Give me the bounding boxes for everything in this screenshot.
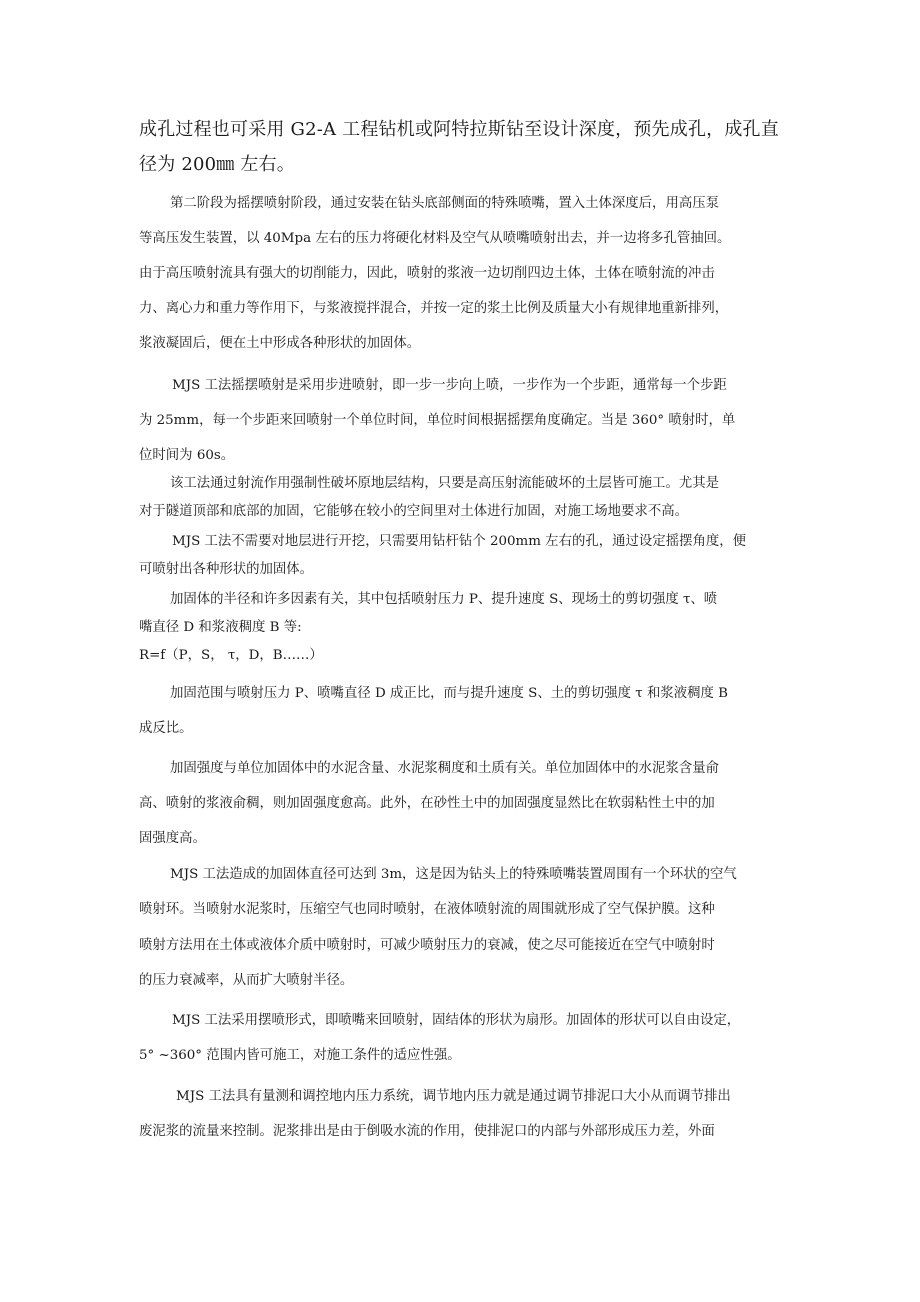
paragraph-line: 位时间为 60s。 bbox=[139, 448, 235, 463]
paragraph-line: 加固范围与喷射压力 P、喷嘴直径 D 成正比，而与提升速度 S、土的剪切强度 τ 和浆液稠度 B bbox=[170, 686, 729, 701]
paragraph-line: 为 25mm，每一个步距来回喷射一个单位时间，单位时间根据摇摆角度确定。当是 360° 喷射时，单 bbox=[139, 413, 736, 428]
paragraph-line: 径为 200㎜ 左右。 bbox=[139, 154, 295, 175]
paragraph-line: MJS 工法摇摆喷射是采用步进喷射，即一步一步向上喷，一步作为一个步距，通常每一个步距 bbox=[172, 378, 727, 393]
paragraph-line: 的压力衰减率，从而扩大喷射半径。 bbox=[139, 973, 354, 988]
paragraph-line: 第二阶段为摇摆喷射阶段，通过安装在钻头底部侧面的特殊喷嘴，置入土体深度后，用高压泵 bbox=[170, 196, 720, 211]
paragraph-line: MJS 工法不需要对地层进行开挖，只需要用钻杆钻个 200mm 左右的孔，通过设定摇摆角度，便 bbox=[172, 534, 747, 549]
paragraph-line: 固强度高。 bbox=[139, 831, 206, 846]
paragraph-line: 5° ~360° 范围内皆可施工，对施工条件的适应性强。 bbox=[139, 1048, 461, 1063]
paragraph-line: 嘴直径 D 和浆液稠度 B 等: bbox=[139, 620, 302, 635]
formula-line: R=f（P，S， τ，D，B……） bbox=[139, 648, 323, 663]
paragraph-line: 等高压发生装置，以 40Mpa 左右的压力将硬化材料及空气从喷嘴喷射出去，并一边将多孔管抽回。 bbox=[139, 231, 731, 246]
paragraph-line: MJS 工法采用摆喷形式，即喷嘴来回喷射，固结体的形状为扇形。加固体的形状可以自由设定， bbox=[172, 1013, 741, 1028]
paragraph-line: 加固体的半径和许多因素有关，其中包括喷射压力 P、提升速度 S、现场土的剪切强度 τ、喷 bbox=[170, 592, 718, 607]
paragraph-line: 浆液凝固后，便在土中形成各种形状的加固体。 bbox=[139, 336, 421, 351]
paragraph-line: 废泥浆的流量来控制。泥浆排出是由于倒吸水流的作用，使排泥口的内部与外部形成压力差，外面 bbox=[139, 1124, 715, 1139]
paragraph-line: 喷射环。当喷射水泥浆时，压缩空气也同时喷射，在液体喷射流的周围就形成了空气保护膜。这种 bbox=[139, 902, 715, 917]
paragraph-line: 成孔过程也可采用 G2-A 工程钻机或阿特拉斯钻至设计深度，预先成孔，成孔直 bbox=[139, 119, 779, 140]
paragraph-line: 高、喷射的浆液俞稠，则加固强度愈高。此外，在砂性土中的加固强度显然比在软弱粘性土中的加 bbox=[139, 796, 715, 811]
paragraph-line: 喷射方法用在土体或液体介质中喷射时，可减少喷射压力的衰减，使之尽可能接近在空气中喷射时 bbox=[139, 938, 715, 953]
paragraph-line: 对于隧道顶部和底部的加固，它能够在较小的空间里对土体进行加固，对施工场地要求不高。 bbox=[139, 504, 689, 519]
paragraph-line: 可喷射出各种形状的加固体。 bbox=[139, 562, 314, 577]
paragraph-line: 力、离心力和重力等作用下，与浆液搅拌混合，并按一定的浆土比例及质量大小有规律地重新排列， bbox=[139, 301, 729, 316]
paragraph-line: MJS 工法造成的加固体直径可达到 3m，这是因为钻头上的特殊喷嘴装置周围有一个环状的空气 bbox=[170, 867, 737, 882]
paragraph-line: 加固强度与单位加固体中的水泥含量、水泥浆稠度和土质有关。单位加固体中的水泥浆含量俞 bbox=[170, 761, 720, 776]
paragraph-line: 成反比。 bbox=[139, 721, 193, 736]
paragraph-line: 该工法通过射流作用强制性破坏原地层结构，只要是高压射流能破坏的土层皆可施工。尤其是 bbox=[170, 476, 720, 491]
paragraph-line: 由于高压喷射流具有强大的切削能力，因此，喷射的浆液一边切削四边土体，土体在喷射流的冲击 bbox=[139, 266, 715, 281]
paragraph-line: MJS 工法具有量测和调控地内压力系统，调节地内压力就是通过调节排泥口大小从而调节排出 bbox=[176, 1089, 731, 1104]
